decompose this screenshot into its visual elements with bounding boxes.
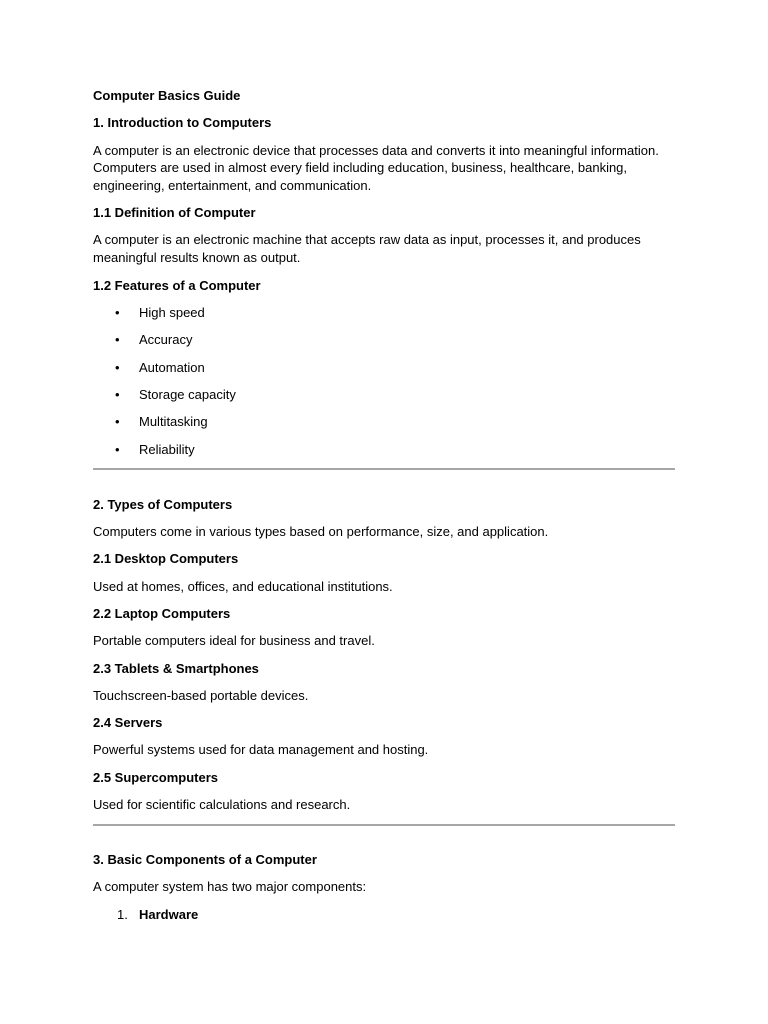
section-1-heading: 1. Introduction to Computers <box>93 115 272 130</box>
list-item-text: Reliability <box>139 442 195 457</box>
list-item-text: Hardware <box>139 907 199 922</box>
horizontal-rule <box>93 468 675 470</box>
subsection-heading: 2.1 Desktop Computers <box>93 551 239 566</box>
definition-paragraph-line: A computer is an electronic machine that accepts raw data as input, processes it, and produces <box>93 232 641 247</box>
intro-paragraph-line: engineering, entertainment, and communication. <box>93 178 372 193</box>
subsection-text: Touchscreen-based portable devices. <box>93 688 309 703</box>
section-2-heading: 2. Types of Computers <box>93 497 233 512</box>
list-item-text: Storage capacity <box>139 387 236 402</box>
list-item-text: Accuracy <box>139 332 193 347</box>
features-heading: 1.2 Features of a Computer <box>93 278 261 293</box>
intro-paragraph-line: A computer is an electronic device that processes data and converts it into meaningful information. <box>93 143 659 158</box>
section-3-heading: 3. Basic Components of a Computer <box>93 852 317 867</box>
intro-paragraph-line: Computers are used in almost every field including education, business, healthcare, banking, <box>93 160 628 175</box>
document-title: Computer Basics Guide <box>93 88 241 103</box>
list-item-text: Automation <box>139 360 205 375</box>
bullet-icon: • <box>115 442 120 457</box>
subsection-heading: 2.2 Laptop Computers <box>93 606 231 621</box>
subsection-heading: 2.3 Tablets & Smartphones <box>93 661 259 676</box>
subsection-heading: 2.5 Supercomputers <box>93 770 218 785</box>
list-item-text: Multitasking <box>139 414 208 429</box>
bullet-icon: • <box>115 414 120 429</box>
types-intro-text: Computers come in various types based on performance, size, and application. <box>93 524 549 539</box>
subsection-heading: 2.4 Servers <box>93 715 163 730</box>
horizontal-rule <box>93 824 675 826</box>
subsection-text: Powerful systems used for data management and hosting. <box>93 742 429 757</box>
bullet-icon: • <box>115 305 120 320</box>
list-number: 1. <box>117 907 128 922</box>
definition-paragraph-line: meaningful results known as output. <box>93 250 301 265</box>
subsection-text: Used for scientific calculations and research. <box>93 797 351 812</box>
subsection-text: Portable computers ideal for business and travel. <box>93 633 375 648</box>
list-item-text: High speed <box>139 305 205 320</box>
definition-heading: 1.1 Definition of Computer <box>93 205 256 220</box>
components-intro-text: A computer system has two major components: <box>93 879 367 894</box>
bullet-icon: • <box>115 332 120 347</box>
subsection-text: Used at homes, offices, and educational institutions. <box>93 579 393 594</box>
bullet-icon: • <box>115 387 120 402</box>
bullet-icon: • <box>115 360 120 375</box>
